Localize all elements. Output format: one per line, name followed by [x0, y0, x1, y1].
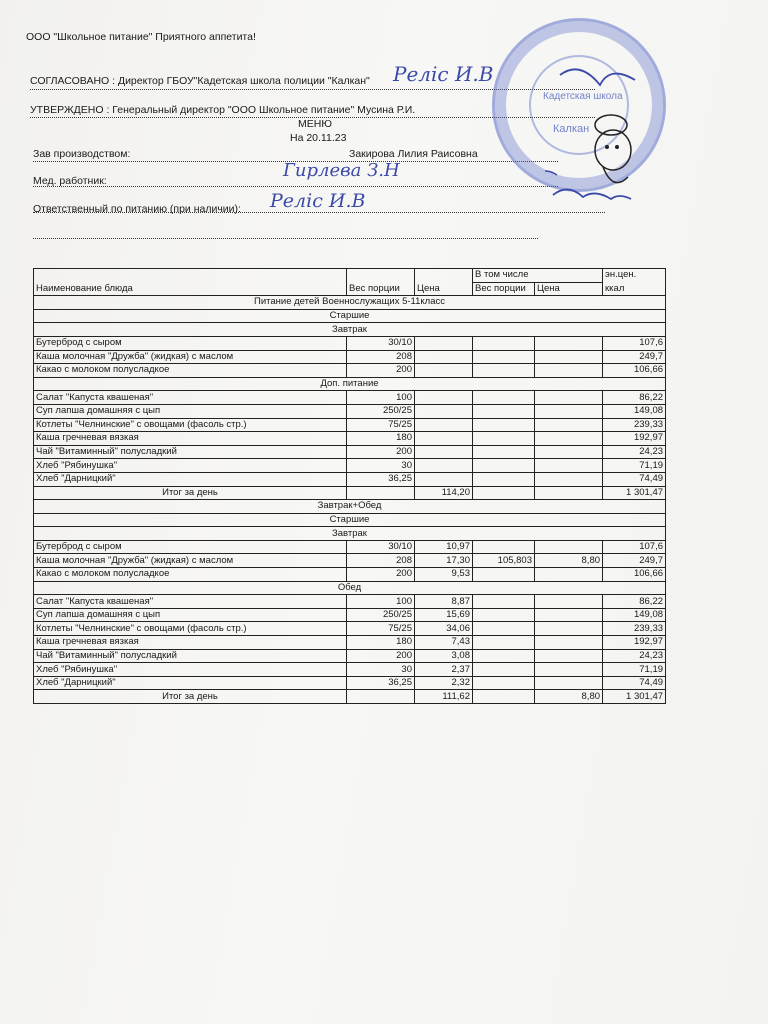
dish-price: [415, 364, 473, 378]
table-row: [34, 595, 666, 609]
dish-price: 17,30: [415, 554, 473, 568]
section-group-2: [34, 513, 666, 527]
header-sub-price: Цена: [535, 282, 603, 296]
dish-energy: 71,19: [603, 459, 666, 473]
dish-energy: 86,22: [603, 595, 666, 609]
dish-name: Каша молочная "Дружба" (жидкая) с маслом: [34, 350, 347, 364]
stamp-text: Кадетская школа: [543, 91, 623, 102]
dish-price: [415, 404, 473, 418]
dish-energy: 106,66: [603, 364, 666, 378]
dish-energy: 192,97: [603, 432, 666, 446]
dish-name: Суп лапша домашняя с цып: [34, 404, 347, 418]
dish-sub-weight: [473, 404, 535, 418]
total-weight: [347, 486, 415, 500]
table-row: [34, 432, 666, 446]
production-label: Зав производством:: [33, 148, 131, 160]
approved-signature: Pеліс И.В: [393, 62, 494, 86]
dish-name: Салат "Капуста квашеная": [34, 391, 347, 405]
dish-sub-price: [535, 404, 603, 418]
blank-underline: [33, 238, 538, 239]
table-row: [34, 336, 666, 350]
dish-weight: 250/25: [347, 404, 415, 418]
dish-sub-price: [535, 391, 603, 405]
table-row: [34, 418, 666, 432]
dish-sub-weight: [473, 364, 535, 378]
dish-name: Суп лапша домашняя с цып: [34, 608, 347, 622]
dish-weight: 36,25: [347, 676, 415, 690]
dish-sub-price: [535, 663, 603, 677]
menu-title: МЕНЮ: [298, 118, 332, 130]
dish-sub-price: [535, 472, 603, 486]
dish-sub-price: [535, 608, 603, 622]
meal-breakfast-2-cell: Завтрак: [34, 527, 666, 541]
header-including: В том числе: [473, 269, 603, 283]
dish-price: [415, 336, 473, 350]
total-sub-price: 8,80: [535, 690, 603, 704]
dish-name: Хлеб "Дарницкий": [34, 676, 347, 690]
dish-weight: 180: [347, 432, 415, 446]
header-sub-weight: Вес порции: [473, 282, 535, 296]
dish-energy: 74,49: [603, 676, 666, 690]
total-sub-weight: [473, 690, 535, 704]
dish-sub-weight: [473, 649, 535, 663]
dish-sub-weight: [473, 459, 535, 473]
table-row: [34, 350, 666, 364]
dish-energy: 249,7: [603, 554, 666, 568]
dish-sub-weight: [473, 391, 535, 405]
stamp-text-2: Калкан: [553, 123, 590, 135]
dish-price: [415, 350, 473, 364]
dish-sub-weight: [473, 595, 535, 609]
production-name: Закирова Лилия Раисовна: [349, 148, 478, 160]
section-title-2: [34, 500, 666, 514]
dish-name: Бутерброд с сыром: [34, 540, 347, 554]
table-row: [34, 608, 666, 622]
dish-sub-price: [535, 568, 603, 582]
dish-energy: 149,08: [603, 608, 666, 622]
dish-energy: 24,23: [603, 445, 666, 459]
dish-name: Какао с молоком полусладкое: [34, 364, 347, 378]
meal-lunch-cell: Обед: [34, 581, 666, 595]
dish-weight: 75/25: [347, 418, 415, 432]
total-energy: 1 301,47: [603, 690, 666, 704]
company-line: ООО "Школьное питание" Приятного аппетита!: [26, 31, 256, 43]
dish-sub-weight: 105,803: [473, 554, 535, 568]
meal-extra: [34, 377, 666, 391]
dish-sub-price: [535, 336, 603, 350]
dish-sub-weight: [473, 622, 535, 636]
dish-price: [415, 459, 473, 473]
dish-sub-price: [535, 364, 603, 378]
dish-energy: 86,22: [603, 391, 666, 405]
dish-name: Хлеб "Рябинушка": [34, 663, 347, 677]
dish-energy: 107,6: [603, 540, 666, 554]
dish-name: Котлеты "Челнинские" с овощами (фасоль стр.): [34, 418, 347, 432]
dish-weight: 75/25: [347, 622, 415, 636]
dish-name: Каша молочная "Дружба" (жидкая) с маслом: [34, 554, 347, 568]
table-row: [34, 663, 666, 677]
section-title-cell: Питание детей Военнослужащих 5-11класс: [34, 296, 666, 310]
dish-sub-price: 8,80: [535, 554, 603, 568]
menu-table: [33, 268, 666, 704]
table-row: [34, 622, 666, 636]
dish-name: Какао с молоком полусладкое: [34, 568, 347, 582]
section-group: [34, 309, 666, 323]
dish-weight: 30: [347, 459, 415, 473]
dish-price: [415, 391, 473, 405]
dish-weight: 100: [347, 391, 415, 405]
dish-price: [415, 472, 473, 486]
header-energy-top: эн.цен.: [603, 269, 666, 283]
dish-energy: 192,97: [603, 636, 666, 650]
dish-price: 2,37: [415, 663, 473, 677]
dish-name: Чай "Витаминный" полусладкий: [34, 445, 347, 459]
dish-sub-weight: [473, 636, 535, 650]
menu-date: На 20.11.23: [290, 132, 347, 144]
dish-price: 8,87: [415, 595, 473, 609]
dish-price: [415, 418, 473, 432]
dish-sub-price: [535, 595, 603, 609]
dish-price: 2,32: [415, 676, 473, 690]
dish-sub-price: [535, 432, 603, 446]
table-row: [34, 404, 666, 418]
total-sub-price: [535, 486, 603, 500]
dish-name: Чай "Витаминный" полусладкий: [34, 649, 347, 663]
meal-lunch: [34, 581, 666, 595]
dish-energy: 74,49: [603, 472, 666, 486]
dish-weight: 250/25: [347, 608, 415, 622]
header-weight: Вес порции: [347, 269, 415, 296]
total-label: Итог за день: [34, 690, 347, 704]
dish-sub-weight: [473, 350, 535, 364]
total-sub-weight: [473, 486, 535, 500]
table-header-row-1: [34, 269, 666, 283]
dish-name: Каша гречневая вязкая: [34, 636, 347, 650]
dish-sub-weight: [473, 608, 535, 622]
dish-energy: 71,19: [603, 663, 666, 677]
dish-energy: 24,23: [603, 649, 666, 663]
dish-sub-weight: [473, 568, 535, 582]
table-row: [34, 459, 666, 473]
table-row: [34, 636, 666, 650]
meal-breakfast: [34, 323, 666, 337]
section-title-2-cell: Завтрак+Обед: [34, 500, 666, 514]
dish-price: 34,06: [415, 622, 473, 636]
total-label: Итог за день: [34, 486, 347, 500]
dish-sub-price: [535, 445, 603, 459]
dish-energy: 239,33: [603, 418, 666, 432]
dish-price: 10,97: [415, 540, 473, 554]
dish-weight: 180: [347, 636, 415, 650]
table-row: [34, 364, 666, 378]
dish-weight: 30: [347, 663, 415, 677]
dish-sub-weight: [473, 540, 535, 554]
confirmed-line: УТВЕРЖДЕНО : Генеральный директор "ООО Школьное питание" Мусина Р.И.: [30, 104, 416, 116]
dish-price: [415, 445, 473, 459]
dish-weight: 208: [347, 350, 415, 364]
dish-energy: 249,7: [603, 350, 666, 364]
table-row: [34, 472, 666, 486]
table-row: [34, 649, 666, 663]
header-price: Цена: [415, 269, 473, 296]
dish-sub-weight: [473, 418, 535, 432]
dish-sub-weight: [473, 676, 535, 690]
dish-weight: 208: [347, 554, 415, 568]
meal-breakfast-cell: Завтрак: [34, 323, 666, 337]
dish-energy: 107,6: [603, 336, 666, 350]
dish-name: Бутерброд с сыром: [34, 336, 347, 350]
total-row: [34, 690, 666, 704]
total-energy: 1 301,47: [603, 486, 666, 500]
dish-sub-weight: [473, 472, 535, 486]
dish-sub-price: [535, 649, 603, 663]
dish-weight: 36,25: [347, 472, 415, 486]
dish-price: 7,43: [415, 636, 473, 650]
dish-weight: 200: [347, 445, 415, 459]
dish-energy: 106,66: [603, 568, 666, 582]
header-energy-bottom: ккал: [603, 282, 666, 296]
dish-sub-price: [535, 636, 603, 650]
table-row: [34, 391, 666, 405]
table-row: [34, 445, 666, 459]
dish-sub-price: [535, 676, 603, 690]
meal-extra-cell: Доп. питание: [34, 377, 666, 391]
dish-name: Хлеб "Дарницкий": [34, 472, 347, 486]
dish-price: 3,08: [415, 649, 473, 663]
table-row: [34, 540, 666, 554]
dish-name: Котлеты "Челнинские" с овощами (фасоль стр.): [34, 622, 347, 636]
total-weight: [347, 690, 415, 704]
dish-price: [415, 432, 473, 446]
approved-line: СОГЛАСОВАНО : Директор ГБОУ"Кадетская школа полиции "Калкан": [30, 75, 370, 87]
dish-name: Хлеб "Рябинушка": [34, 459, 347, 473]
responsible-label: Ответственный по питанию (при наличии):: [33, 203, 241, 215]
responsible-signature: Pеліс И.В: [270, 190, 366, 212]
section-title: [34, 296, 666, 310]
total-row: [34, 486, 666, 500]
dish-weight: 30/10: [347, 540, 415, 554]
dish-weight: 200: [347, 649, 415, 663]
table-row: [34, 554, 666, 568]
dish-sub-weight: [473, 432, 535, 446]
dish-weight: 200: [347, 364, 415, 378]
dish-energy: 149,08: [603, 404, 666, 418]
dish-name: Салат "Капуста квашеная": [34, 595, 347, 609]
med-label: Мед. работник:: [33, 175, 107, 187]
dish-price: 9,53: [415, 568, 473, 582]
dish-sub-price: [535, 622, 603, 636]
dish-sub-price: [535, 350, 603, 364]
table-row: [34, 568, 666, 582]
section-group-2-cell: Старшие: [34, 513, 666, 527]
dish-weight: 30/10: [347, 336, 415, 350]
dish-price: 15,69: [415, 608, 473, 622]
med-underline: [33, 186, 558, 187]
dish-sub-weight: [473, 336, 535, 350]
dish-sub-price: [535, 540, 603, 554]
chef-drawing-and-signatures: [545, 55, 665, 220]
dish-weight: 200: [347, 568, 415, 582]
dish-sub-weight: [473, 445, 535, 459]
dish-energy: 239,33: [603, 622, 666, 636]
section-group-cell: Старшие: [34, 309, 666, 323]
responsible-underline: [33, 212, 605, 213]
dish-sub-price: [535, 459, 603, 473]
meal-breakfast-2: [34, 527, 666, 541]
dish-name: Каша гречневая вязкая: [34, 432, 347, 446]
dish-sub-weight: [473, 663, 535, 677]
dish-weight: 100: [347, 595, 415, 609]
dish-sub-price: [535, 418, 603, 432]
header-name: Наименование блюда: [34, 269, 347, 296]
total-price: 114,20: [415, 486, 473, 500]
total-price: 111,62: [415, 690, 473, 704]
med-signature: Гирлева З.Н: [283, 160, 400, 181]
table-row: [34, 676, 666, 690]
